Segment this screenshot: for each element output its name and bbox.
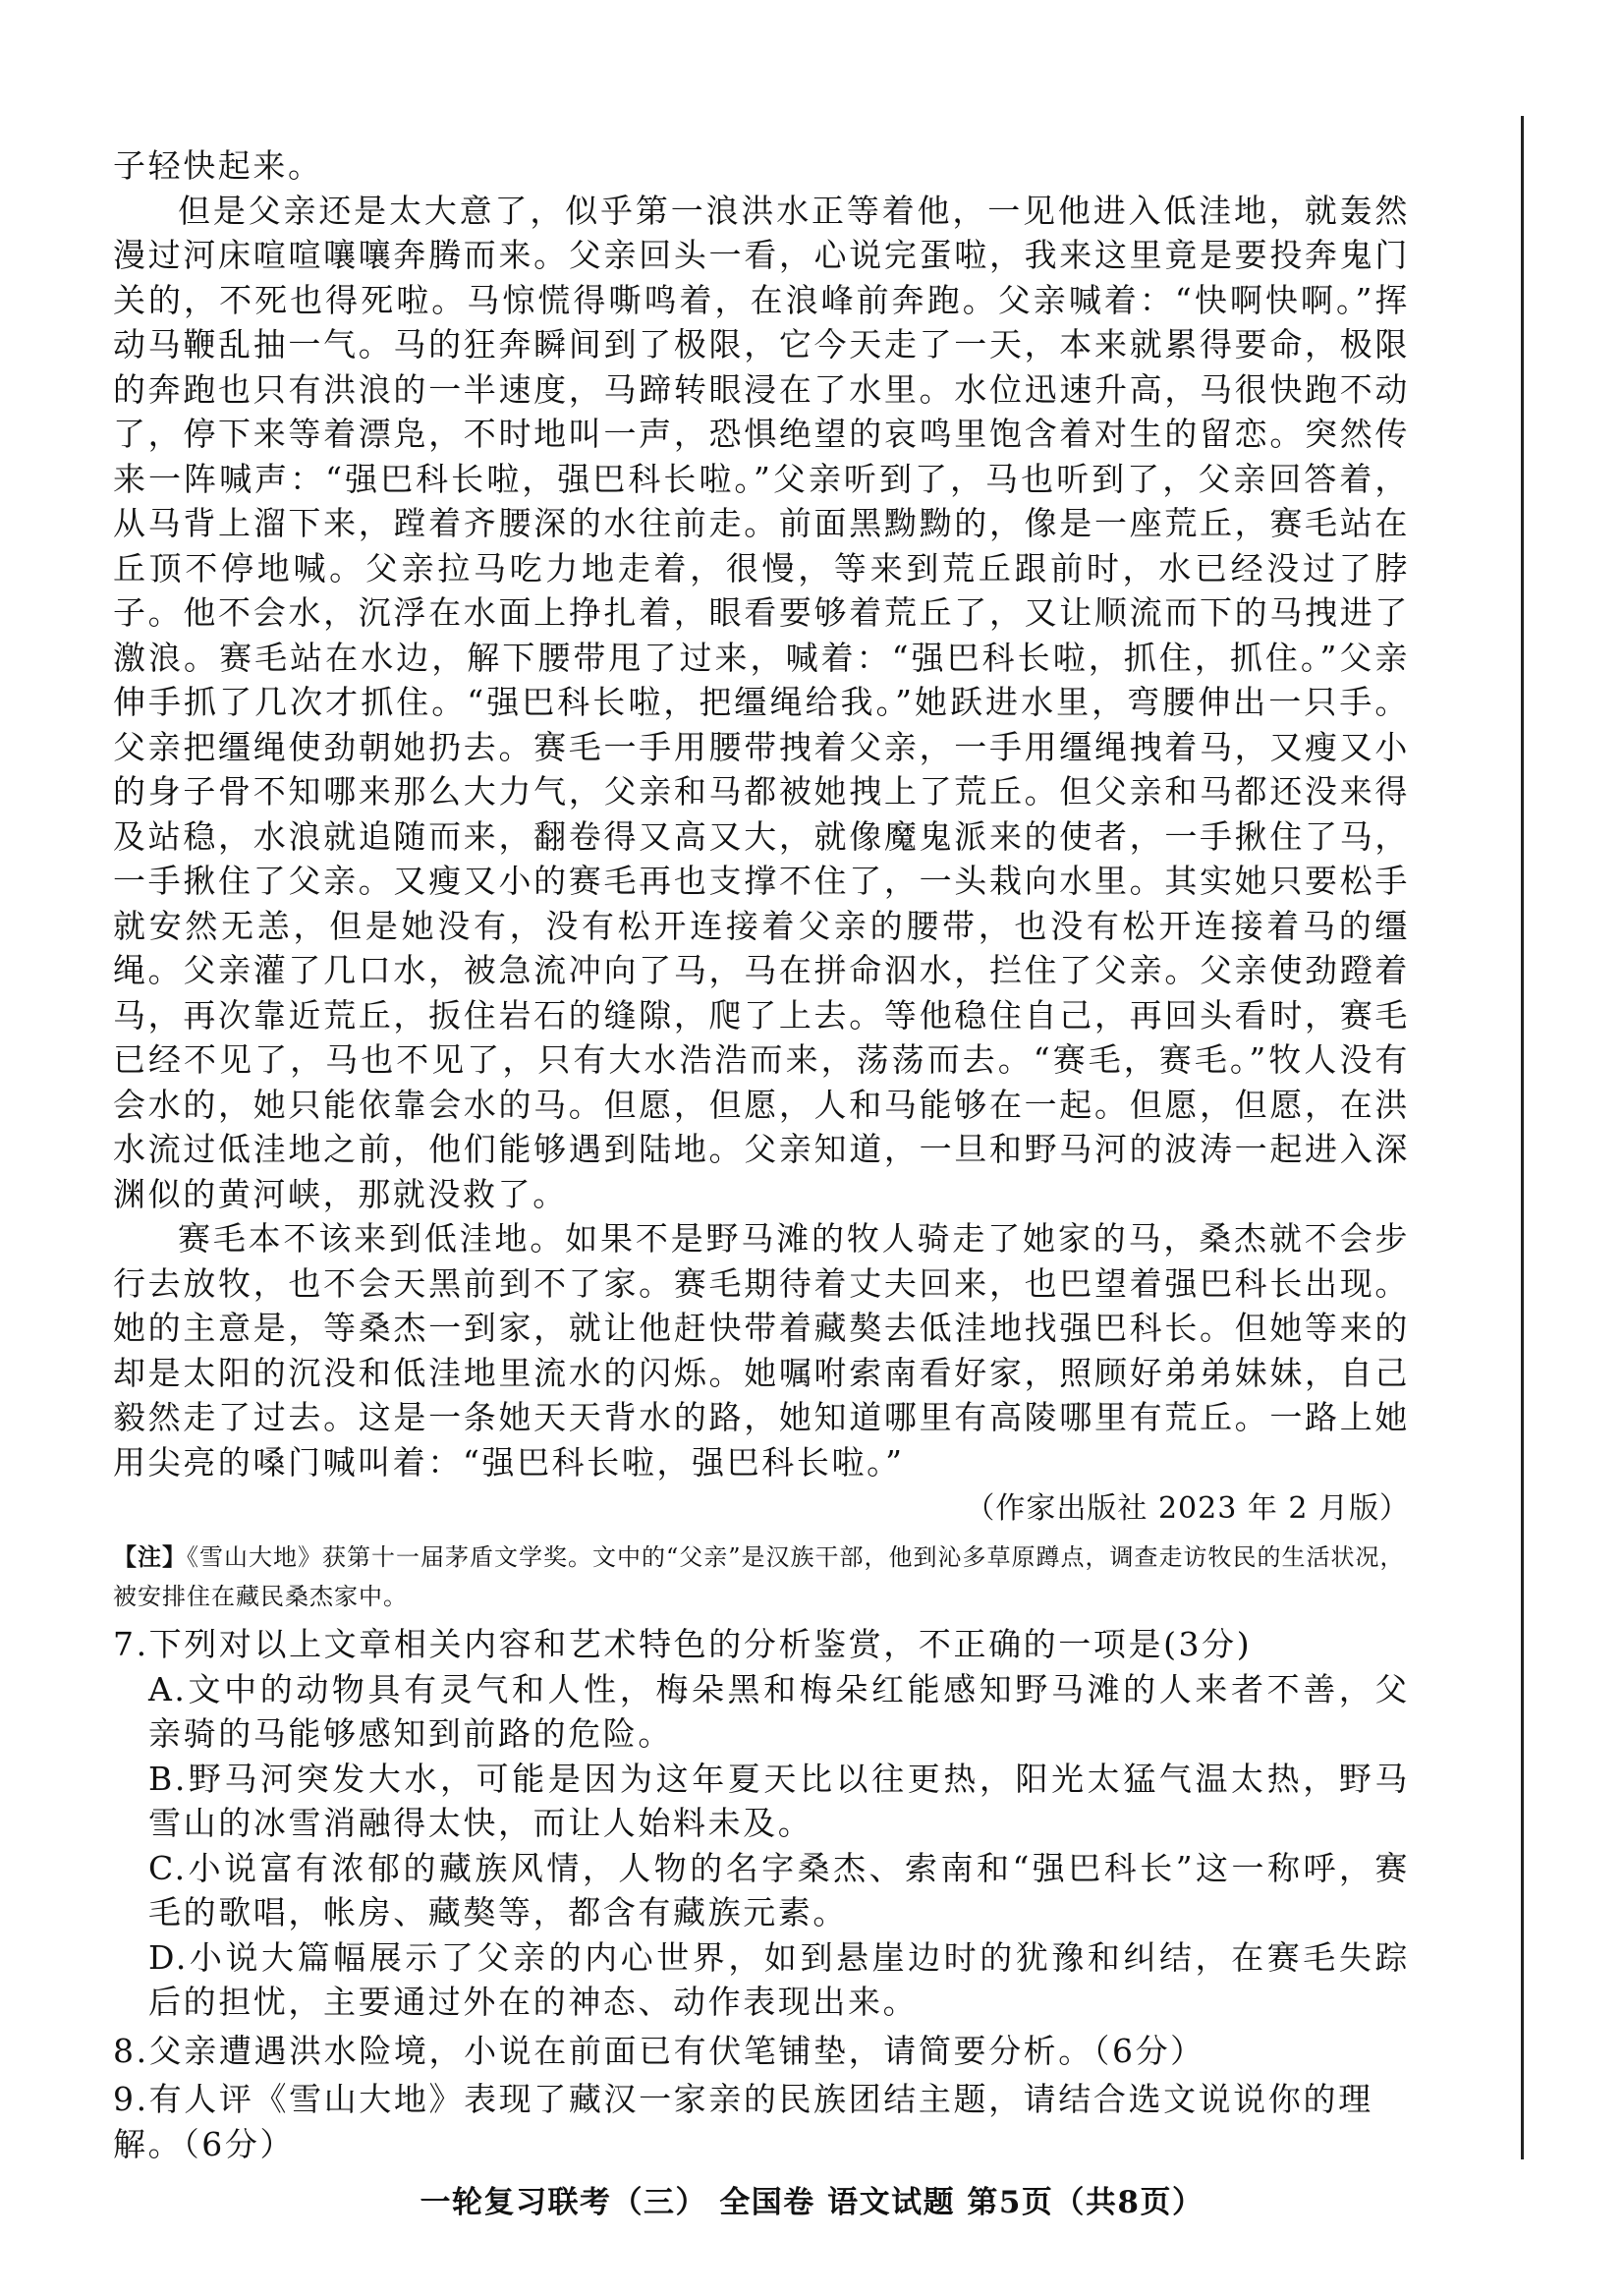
question-8: 8.父亲遭遇洪水险境，小说在前面已有伏笔铺垫，请简要分析。（6分） bbox=[113, 2031, 1205, 2070]
margin-rule bbox=[1521, 116, 1524, 2159]
note-text: 《雪山大地》获第十一届茅盾文学奖。文中的“父亲”是汉族干部，他到沁多草原蹲点，调查走访牧民的生活状况，被安排住在藏民桑杰家中。 bbox=[113, 1543, 1405, 1610]
question-7-option-b: B.野马河突发大水，可能是因为这年夏天比以往更热，阳光太猛气温太热，野马雪山的冰雪消融得太快，而让人始料未及。 bbox=[148, 1759, 1410, 1842]
question-7 bbox=[113, 1622, 1410, 2025]
question-7-option-a: A.文中的动物具有灵气和人性，梅朵黑和梅朵红能感知野马滩的人来者不善，父亲骑的马能够感知到前路的危险。 bbox=[148, 1669, 1410, 1753]
passage-note bbox=[113, 1538, 1410, 1616]
exam-page bbox=[113, 143, 1410, 2166]
passage-paragraph-1: 但是父亲还是太大意了，似乎第一浪洪水正等着他，一见他进入低洼地，就轰然漫过河床喧喧嚷嚷奔腾而来。父亲回头一看，心说完蛋啦，我来这里竟是要投奔鬼门关的，不死也得死啦。马惊慌得嘶鸣着，在浪峰前奔跑。父亲喊着：“快啊快啊。”挥动马鞭乱抽一气。马的狂奔瞬间到了极限，它今天走了一天，本来就累得要命，极限的奔跑也只有洪浪的一半速度，马蹄转眼浸在了水里。水位迅速升高，马很快跑不动了，停下来等着漂凫，不时地叫一声，恐惧绝望的哀鸣里饱含着对生的留恋。突然传来一阵喊声：“强巴科长啦，强巴科长啦。”父亲听到了，马也听到了，父亲回答着，从马背上溜下来，蹚着齐腰深的水往前走。前面黑黝黝的，像是一座荒丘，赛毛站在丘顶不停地喊。父亲拉马吃力地走着，很慢，等来到荒丘跟前时，水已经没过了脖子。他不会水，沉浮在水面上挣扎着，眼看要够着荒丘了，又让顺流而下的马拽进了激浪。赛毛站在水边，解下腰带甩了过来，喊着：“强巴科长啦，抓住，抓住。”父亲伸手抓了几次才抓住。“强巴科长啦，把缰绳给我。”她跃进水里，弯腰伸出一只手。父亲把缰绳使劲朝她扔去。赛毛一手用腰带拽着父亲，一手用缰绳拽着马，又瘦又小的身子骨不知哪来那么大力气，父亲和马都被她拽上了荒丘。但父亲和马都还没来得及站稳，水浪就追随而来，翻卷得又高又大，就像魔鬼派来的使者，一手揪住了马，一手揪住了父亲。又瘦又小的赛毛再也支撑不住了，一头栽向水里。其实她只要松手就安然无恙，但是她没有，没有松开连接着父亲的腰带，也没有松开连接着马的缰绳。父亲灌了几口水，被急流冲向了马，马在拼命泅水，拦住了父亲。父亲使劲蹬着马，再次靠近荒丘，扳住岩石的缝隙，爬了上去。等他稳住自己，再回头看时，赛毛已经不见了，马也不见了，只有大水浩浩而来，荡荡而去。“赛毛，赛毛。”牧人没有会水的，她只能依靠会水的马。但愿，但愿，人和马能够在一起。但愿，但愿，在洪水流过低洼地之前，他们能够遇到陆地。父亲知道，一旦和野马河的波涛一起进入深渊似的黄河峡，那就没救了。 bbox=[113, 191, 1410, 1213]
question-7-stem: 7.下列对以上文章相关内容和艺术特色的分析鉴赏，不正确的一项是(3分) bbox=[113, 1625, 1253, 1663]
question-7-option-d: D.小说大篇幅展示了父亲的内心世界，如到悬崖边时的犹豫和纠结，在赛毛失踪后的担忧，主要通过外在的神态、动作表现出来。 bbox=[148, 1937, 1410, 2021]
passage-lead: 子轻快起来。 bbox=[113, 146, 323, 185]
question-7-option-c: C.小说富有浓郁的藏族风情，人物的名字桑杰、索南和“强巴科长”这一称呼，赛毛的歌唱，帐房、藏獒等，都含有藏族元素。 bbox=[148, 1848, 1410, 1931]
question-9: 9.有人评《雪山大地》表现了藏汉一家亲的民族团结主题，请结合选文说说你的理解。（6分） bbox=[113, 2080, 1373, 2163]
passage-source: （作家出版社 2023 年 2 月版） bbox=[965, 1491, 1410, 1526]
page-footer: 一轮复习联考（三） 全国卷 语文试题 第5页（共8页） bbox=[420, 2185, 1204, 2220]
note-tag: 【注】 bbox=[113, 1542, 187, 1571]
passage-paragraph-2: 赛毛本不该来到低洼地。如果不是野马滩的牧人骑走了她家的马，桑杰就不会步行去放牧，也不会天黑前到不了家。赛毛期待着丈夫回来，也巴望着强巴科长出现。她的主意是，等桑杰一到家，就让他赶快带着藏獒去低洼地找强巴科长。但她等来的却是太阳的沉没和低洼地里流水的闪烁。她嘱咐索南看好家，照顾好弟弟妹妹，自己毅然走了过去。这是一条她天天背水的路，她知道哪里有高陵哪里有荒丘。一路上她用尖亮的嗓门喊叫着：“强巴科长啦，强巴科长啦。” bbox=[113, 1219, 1410, 1482]
